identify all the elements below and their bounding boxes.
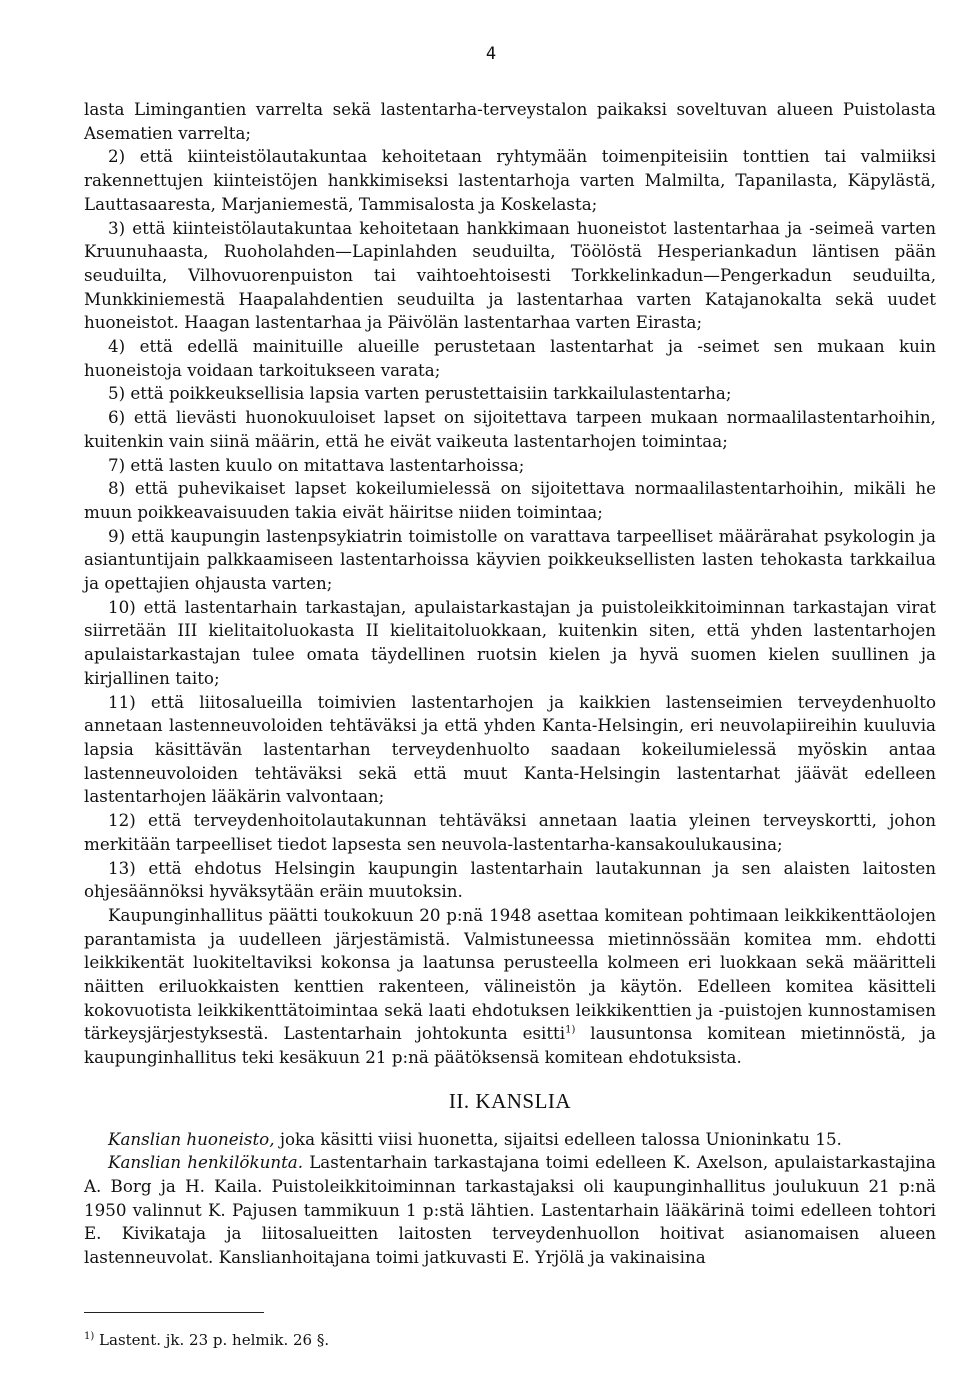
paragraph: lasta Limingantien varrelta sekä lastentarha-terveystalon paikaksi soveltuvan alueen Puistolasta Asematien varrelta; bbox=[84, 99, 936, 143]
list-item: 3) että kiinteistölautakuntaa kehoitetaan hankkimaan huoneistot lastentarhaa ja -seimeä varten Kruunuhaasta, Ruoholahden—Lapinlahden seuduilta, Töölöstä Hesperiankadun läntisen pään seuduilta, Vilhovuorenpuiston tai vaihtoehtoisesti Torkkelinkadun—Pengerkadun seuduilta, Munkkiniemestä Haapalahdentien seuduilta ja lastentarhaa varten Katajanokalta sekä uudet huoneistot. Haagan lastentarhaa ja Päivölän lastentarhaa varten Eirasta; bbox=[84, 217, 936, 333]
page-number: 4 bbox=[485, 44, 497, 64]
section-heading: II. KANSLIA bbox=[448, 1088, 572, 1113]
list-item: 8) että puhevikaiset lapset kokeilumielessä on sijoitettava normaalilastentarhoihin, mikäli he muun poikkeavaisuuden takia eivät häiritse niiden toimintaa; bbox=[84, 478, 936, 522]
footnote-text: Lastent. jk. 23 p. helmik. 26 §. bbox=[94, 1331, 330, 1349]
paragraph-text-continued: lausuntonsa komitean mietinnöstä, ja kaupunginhallitus teki kesäkuun 21 p:nä päätöksensä komitean ehdotuksista. bbox=[84, 1023, 936, 1068]
list-item: 9) että kaupungin lastenpsykiatrin toimistolle on varattava tarpeelliset määrärahat psykologin ja asiantuntijain palkkaamiseen lastentarhoissa käyvien poikkeuksellisten lasten tehokasta tarkkailua ja opettajien ohjausta varten; bbox=[84, 525, 936, 594]
list-item: 12) että terveydenhoitolautakunnan tehtäväksi annetaan laatia yleinen terveyskortti, johon merkitään tarpeelliset tiedot lapsesta sen neuvola-lastentarha-kansakoulukausina; bbox=[84, 810, 936, 854]
footnote-mark: 1) bbox=[84, 1331, 95, 1342]
list-item: 13) että ehdotus Helsingin kaupungin lastentarhain lautakunnan ja sen alaisten laitosten ohjesäännöksi hyväksytään eräin muutoksin. bbox=[84, 857, 936, 902]
list-item: 2) että kiinteistölautakuntaa kehoitetaan ryhtymään toimenpiteisiin tonttien tai valmiiksi rakennettujen kiinteistöjen hankkimiseksi lastentarhoja varten Malmilta, Tapanilasta, Käpylästä, Lauttasaaresta, Marjaniemestä, Tammisalosta ja Koskelasta; bbox=[84, 146, 936, 214]
list-item: 7) että lasten kuulo on mitattava lastentarhoissa; bbox=[108, 454, 525, 475]
paragraph bbox=[84, 1128, 936, 1152]
list-item: 11) että liitosalueilla toimivien lastentarhojen ja kaikkien lastenseimien terveydenhuolto annetaan lastenneuvoloiden tehtäväksi ja että yhden Kanta-Helsingin, eri neuvolapiireihin kuuluvia lapsia käsittävän lastentarhan terveydenhuolto saadaan kokeilumielessä myöskin antaa lastenneuvoloiden tehtäväksi sekä että muut Kanta-Helsingin lastentarhat jäävät edelleen lastentarhojen lääkärin valvontaan; bbox=[84, 691, 936, 807]
list-item: 6) että lievästi huonokuuloiset lapset on sijoitettava tarpeen mukaan normaalilastentarhoihin, kuitenkin vain siinä määrin, että he eivät vaikeuta lastentarhojen toimintaa; bbox=[84, 407, 936, 451]
list-item: 10) että lastentarhain tarkastajan, apulaistarkastajan ja puistoleikkitoiminnan tarkastajan virat siirretään III kielitaitoluokasta II kielitaitoluokkaan, kuitenkin siten, että yhden lastentarhojen apulaistarkastajan tulee omata täydellinen ruotsin kielen ja hyvä suomen kielen suullinen ja kirjallinen taito; bbox=[84, 596, 936, 688]
list-item: 5) että poikkeuksellisia lapsia varten perustettaisiin tarkkailulastentarha; bbox=[108, 383, 732, 404]
paragraph-text: Lastentarhain tarkastajana toimi edelleen K. Axelson, apulaistarkastajina A. Borg ja H. Kaila. Puistoleikkitoiminnan tarkastajaksi oli kaupunginhallitus joulukuun 21 p:nä 1950 valinnut K. Pajusen tammikuun 1 p:stä lähtien. Lastentarhain lääkärinä toimi edelleen tohtori E. Kivikataja ja liitosalueitten laitosten terveydenhuollon hoitivat asianomaisen alueen lastenneuvolat. Kanslianhoitajana toimi jatkuvasti E. Yrjölä ja vakinaisina bbox=[84, 1152, 936, 1268]
paragraph bbox=[84, 1151, 936, 1270]
footnote-divider bbox=[84, 1312, 264, 1313]
paragraph-playgrounds bbox=[84, 904, 936, 1070]
footnote-reference[interactable]: 1) bbox=[565, 1024, 576, 1036]
list-item: 4) että edellä mainituille alueille perustetaan lastentarhat ja -seimet sen mukaan kuin huoneistoja voidaan tarkoitukseen varata; bbox=[84, 336, 936, 380]
body-text bbox=[84, 98, 936, 1270]
run-in-heading: Kanslian henkilökunta. bbox=[108, 1152, 304, 1173]
footnote bbox=[84, 1330, 784, 1350]
paragraph-text: Kaupunginhallitus päätti toukokuun 20 p:nä 1948 asettaa komitean pohtimaan leikkikenttäolojen parantamista ja uudelleen järjestämistä. Valmistuneessa mietinnössään komitea mm. ehdotti leikkikentät luokiteltaviksi kokonsa ja laatunsa perusteella kolmeen eri luokkaan sekä määritteli näitten eriluokkaisten kenttien rakenteen, välineistön ja käytön. Edelleen komitea käsitteli kokovuotista leikkikenttätoimintaa sekä laati ehdotuksen leikkikenttien ja -puistojen kunnostamisen tärkeysjärjestyksestä. Lastentarhain johtokunta esitti bbox=[84, 904, 936, 1044]
paragraph-text: joka käsitti viisi huonetta, sijaitsi edelleen talossa Unioninkatu 15. bbox=[274, 1128, 842, 1149]
run-in-heading: Kanslian huoneisto, bbox=[108, 1128, 275, 1149]
